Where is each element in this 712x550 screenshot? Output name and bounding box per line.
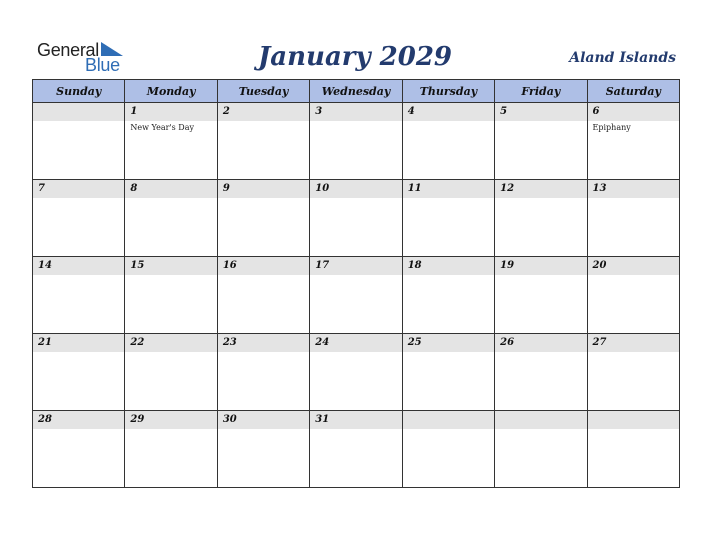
day-cell bbox=[33, 411, 125, 488]
day-cell bbox=[402, 411, 494, 488]
day-cell bbox=[217, 103, 309, 180]
generalblue-logo bbox=[37, 40, 127, 74]
day-number bbox=[33, 103, 124, 121]
day-number: 12 bbox=[495, 180, 586, 198]
day-cell bbox=[495, 180, 587, 257]
day-cell bbox=[587, 411, 679, 488]
day-cell bbox=[310, 411, 402, 488]
day-number: 1 bbox=[125, 103, 216, 121]
day-number: 16 bbox=[218, 257, 309, 275]
day-cell bbox=[217, 334, 309, 411]
day-cell bbox=[310, 180, 402, 257]
day-cell bbox=[495, 334, 587, 411]
weekday-header: Sunday bbox=[33, 80, 125, 103]
day-cell bbox=[217, 180, 309, 257]
logo-general-text: General bbox=[37, 40, 99, 60]
day-number: 8 bbox=[125, 180, 216, 198]
day-cell bbox=[587, 103, 679, 180]
day-cell bbox=[33, 257, 125, 334]
day-number: 2 bbox=[218, 103, 309, 121]
weekday-header: Friday bbox=[495, 80, 587, 103]
holiday-label: Epiphany bbox=[592, 123, 631, 132]
day-cell bbox=[402, 103, 494, 180]
week-row bbox=[33, 334, 680, 411]
day-number: 24 bbox=[310, 334, 401, 352]
day-number: 13 bbox=[588, 180, 679, 198]
day-cell bbox=[495, 411, 587, 488]
day-number: 30 bbox=[218, 411, 309, 429]
day-cell bbox=[217, 411, 309, 488]
day-number: 20 bbox=[588, 257, 679, 275]
day-number: 4 bbox=[403, 103, 494, 121]
day-number bbox=[403, 411, 494, 429]
day-cell bbox=[587, 334, 679, 411]
day-number: 7 bbox=[33, 180, 124, 198]
day-cell bbox=[310, 257, 402, 334]
day-number: 5 bbox=[495, 103, 586, 121]
day-number: 21 bbox=[33, 334, 124, 352]
day-cell bbox=[125, 334, 217, 411]
day-number: 29 bbox=[125, 411, 216, 429]
day-number: 6 bbox=[588, 103, 679, 121]
day-cell bbox=[402, 334, 494, 411]
day-cell bbox=[587, 257, 679, 334]
weekday-header: Thursday bbox=[402, 80, 494, 103]
weekday-header: Monday bbox=[125, 80, 217, 103]
region-label: Aland Islands bbox=[569, 50, 676, 66]
day-cell bbox=[587, 180, 679, 257]
day-cell bbox=[402, 180, 494, 257]
day-cell bbox=[125, 257, 217, 334]
weekday-header: Saturday bbox=[587, 80, 679, 103]
calendar-grid bbox=[32, 79, 680, 488]
holiday-label: New Year's Day bbox=[130, 123, 195, 132]
week-row bbox=[33, 257, 680, 334]
day-number: 15 bbox=[125, 257, 216, 275]
day-cell bbox=[495, 257, 587, 334]
logo-blue-text: Blue bbox=[85, 55, 120, 75]
day-number: 25 bbox=[403, 334, 494, 352]
day-cell bbox=[402, 257, 494, 334]
day-number: 11 bbox=[403, 180, 494, 198]
day-cell bbox=[125, 411, 217, 488]
weekday-header-row bbox=[33, 80, 680, 103]
day-number: 10 bbox=[310, 180, 401, 198]
day-number bbox=[495, 411, 586, 429]
day-number: 18 bbox=[403, 257, 494, 275]
day-number: 14 bbox=[33, 257, 124, 275]
weekday-header: Tuesday bbox=[217, 80, 309, 103]
day-cell bbox=[33, 180, 125, 257]
week-row bbox=[33, 103, 680, 180]
day-number bbox=[588, 411, 679, 429]
day-number: 9 bbox=[218, 180, 309, 198]
day-cell bbox=[217, 257, 309, 334]
day-cell bbox=[33, 103, 125, 180]
logo-triangle-icon bbox=[101, 42, 123, 56]
week-row bbox=[33, 180, 680, 257]
day-cell bbox=[310, 103, 402, 180]
day-cell bbox=[310, 334, 402, 411]
day-number: 19 bbox=[495, 257, 586, 275]
week-row bbox=[33, 411, 680, 488]
day-number: 28 bbox=[33, 411, 124, 429]
day-number: 3 bbox=[310, 103, 401, 121]
day-cell bbox=[125, 180, 217, 257]
day-number: 26 bbox=[495, 334, 586, 352]
page-title: January 2029 bbox=[257, 42, 453, 72]
day-cell bbox=[495, 103, 587, 180]
calendar-body bbox=[33, 103, 680, 488]
weekday-header: Wednesday bbox=[310, 80, 402, 103]
day-cell bbox=[125, 103, 217, 180]
day-number: 17 bbox=[310, 257, 401, 275]
day-number: 31 bbox=[310, 411, 401, 429]
day-number: 22 bbox=[125, 334, 216, 352]
day-number: 23 bbox=[218, 334, 309, 352]
day-cell bbox=[33, 334, 125, 411]
day-number: 27 bbox=[588, 334, 679, 352]
